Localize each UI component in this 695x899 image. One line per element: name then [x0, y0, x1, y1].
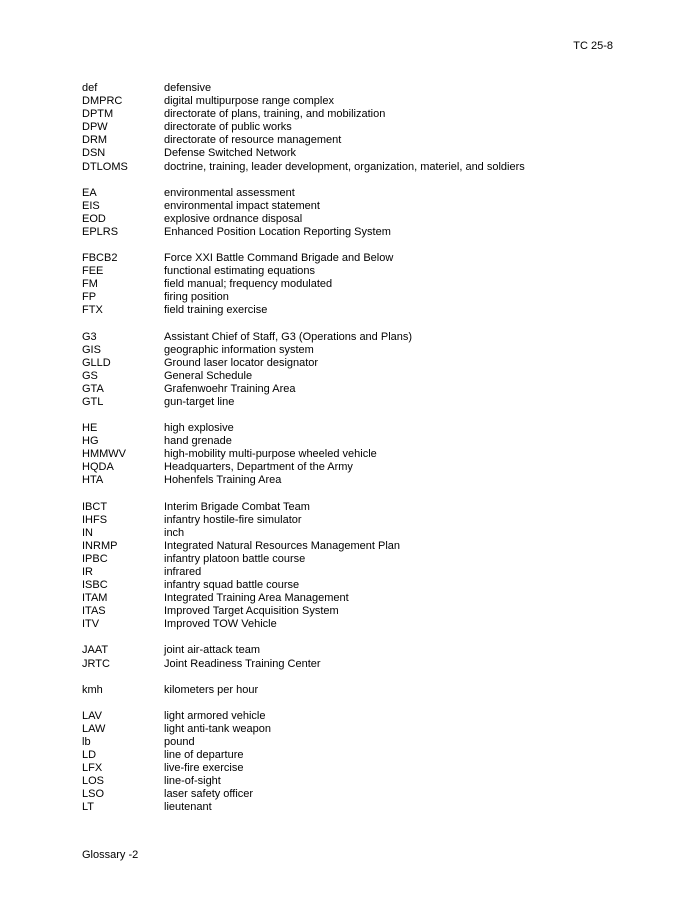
glossary-entry	[82, 684, 622, 697]
glossary-group	[82, 501, 622, 632]
glossary-definition: Defense Switched Network	[164, 147, 297, 160]
glossary-entry	[82, 147, 622, 160]
glossary-definition: Improved TOW Vehicle	[164, 618, 277, 631]
glossary-group	[82, 710, 622, 815]
glossary-entry	[82, 474, 622, 487]
glossary-term: LD	[82, 749, 97, 762]
glossary-entry	[82, 527, 622, 540]
glossary-entry	[82, 540, 622, 553]
glossary-term: ITV	[82, 618, 100, 631]
glossary-definition: lieutenant	[164, 801, 212, 814]
glossary-definition: Enhanced Position Location Reporting System	[164, 225, 391, 238]
glossary-term: DRM	[82, 134, 108, 147]
glossary-list	[82, 82, 622, 828]
glossary-entry	[82, 278, 622, 291]
glossary-entry	[82, 501, 622, 514]
glossary-definition: kilometers per hour	[164, 683, 259, 696]
glossary-entry	[82, 134, 622, 147]
glossary-term: GTL	[82, 395, 104, 408]
glossary-entry	[82, 161, 622, 174]
glossary-term: LSO	[82, 788, 105, 801]
glossary-entry	[82, 396, 622, 409]
glossary-entry	[82, 710, 622, 723]
glossary-entry	[82, 331, 622, 344]
page-header-doc-id: TC 25-8	[573, 40, 613, 52]
glossary-definition: Ground laser locator designator	[164, 356, 319, 369]
glossary-entry	[82, 801, 622, 814]
glossary-definition: Improved Target Acquisition System	[164, 605, 339, 618]
glossary-entry	[82, 435, 622, 448]
glossary-entry	[82, 618, 622, 631]
glossary-definition: infrared	[164, 566, 202, 578]
glossary-entry	[82, 357, 622, 370]
glossary-definition: environmental assessment	[164, 186, 295, 199]
glossary-definition: line-of-sight	[164, 775, 221, 788]
glossary-term: DTLOMS	[82, 160, 128, 173]
glossary-entry	[82, 226, 622, 239]
glossary-definition: General Schedule	[164, 369, 253, 382]
glossary-entry	[82, 553, 622, 566]
glossary-entry	[82, 344, 622, 357]
glossary-definition: firing position	[164, 291, 229, 304]
glossary-term: GLLD	[82, 356, 111, 369]
glossary-term: FBCB2	[82, 252, 118, 265]
glossary-entry	[82, 514, 622, 527]
glossary-term: lb	[82, 735, 91, 748]
glossary-definition: directorate of resource management	[164, 134, 342, 147]
glossary-term: HG	[82, 435, 99, 448]
glossary-definition: Force XXI Battle Command Brigade and Below	[164, 252, 394, 265]
glossary-term: GTA	[82, 382, 104, 395]
glossary-term: IBCT	[82, 500, 108, 513]
glossary-definition: field manual; frequency modulated	[164, 278, 333, 291]
glossary-term: HQDA	[82, 461, 114, 474]
glossary-definition: Integrated Training Area Management	[164, 592, 349, 605]
glossary-entry	[82, 422, 622, 435]
glossary-definition: Grafenwoehr Training Area	[164, 382, 296, 395]
glossary-term: EA	[82, 186, 97, 199]
glossary-definition: directorate of plans, training, and mobilization	[164, 108, 386, 121]
glossary-entry	[82, 95, 622, 108]
glossary-definition: laser safety officer	[164, 788, 254, 801]
glossary-term: IPBC	[82, 552, 108, 565]
glossary-entry	[82, 370, 622, 383]
glossary-definition: gun-target line	[164, 395, 235, 408]
glossary-definition: line of departure	[164, 749, 244, 762]
glossary-definition: directorate of public works	[164, 121, 292, 134]
glossary-term: LAW	[82, 722, 106, 735]
glossary-definition: infantry squad battle course	[164, 579, 300, 592]
glossary-group	[82, 187, 622, 239]
glossary-term: GS	[82, 369, 98, 382]
glossary-entry	[82, 749, 622, 762]
glossary-term: IHFS	[82, 513, 108, 526]
glossary-definition: Assistant Chief of Staff, G3 (Operations and Plans)	[164, 330, 413, 343]
glossary-definition: infantry platoon battle course	[164, 552, 306, 565]
glossary-term: HMMWV	[82, 448, 126, 461]
glossary-term: LT	[82, 801, 95, 814]
glossary-entry	[82, 82, 622, 95]
glossary-term: FM	[82, 278, 98, 291]
glossary-entry	[82, 108, 622, 121]
glossary-term: DPW	[82, 121, 108, 134]
glossary-definition: live-fire exercise	[164, 762, 244, 775]
glossary-group	[82, 644, 622, 670]
glossary-entry	[82, 605, 622, 618]
glossary-definition: explosive ordnance disposal	[164, 212, 303, 225]
glossary-definition: infantry hostile-fire simulator	[164, 513, 302, 526]
glossary-entry	[82, 304, 622, 317]
glossary-entry	[82, 213, 622, 226]
glossary-entry	[82, 383, 622, 396]
glossary-term: G3	[82, 330, 97, 343]
glossary-definition: Interim Brigade Combat Team	[164, 500, 310, 513]
glossary-entry	[82, 566, 622, 579]
glossary-entry	[82, 200, 622, 213]
glossary-term: IR	[82, 566, 93, 578]
glossary-term: FP	[82, 291, 97, 304]
glossary-term: JRTC	[82, 657, 110, 670]
glossary-definition: light anti-tank weapon	[164, 722, 272, 735]
glossary-definition: Headquarters, Department of the Army	[164, 461, 353, 474]
glossary-definition: Joint Readiness Training Center	[164, 657, 321, 670]
glossary-definition: hand grenade	[164, 435, 232, 448]
glossary-term: FEE	[82, 265, 104, 278]
glossary-entry	[82, 187, 622, 200]
glossary-term: def	[82, 82, 98, 94]
glossary-term: LOS	[82, 775, 105, 788]
glossary-entry	[82, 448, 622, 461]
glossary-definition: high-mobility multi-purpose wheeled vehicle	[164, 448, 377, 461]
glossary-term: JAAT	[82, 644, 109, 657]
glossary-definition: digital multipurpose range complex	[164, 95, 334, 108]
glossary-entry	[82, 592, 622, 605]
glossary-definition: light armored vehicle	[164, 709, 266, 722]
glossary-group	[82, 422, 622, 487]
glossary-term: EIS	[82, 199, 100, 212]
glossary-term: EOD	[82, 212, 106, 225]
glossary-term: LAV	[82, 709, 102, 722]
glossary-group	[82, 684, 622, 697]
glossary-entry	[82, 579, 622, 592]
glossary-definition: Hohenfels Training Area	[164, 474, 282, 487]
glossary-definition: pound	[164, 735, 195, 748]
glossary-term: ITAM	[82, 592, 108, 605]
glossary-term: HTA	[82, 474, 104, 487]
glossary-definition: doctrine, training, leader development, organization, materiel, and soldiers	[164, 160, 525, 173]
glossary-term: DPTM	[82, 108, 114, 121]
glossary-term: DSN	[82, 147, 106, 160]
glossary-term: ISBC	[82, 579, 108, 592]
glossary-definition: field training exercise	[164, 304, 268, 317]
glossary-entry	[82, 461, 622, 474]
glossary-entry	[82, 658, 622, 671]
glossary-definition: inch	[164, 526, 185, 539]
glossary-term: EPLRS	[82, 225, 119, 238]
glossary-term: GIS	[82, 343, 101, 356]
glossary-entry	[82, 121, 622, 134]
glossary-term: INRMP	[82, 539, 118, 552]
glossary-definition: environmental impact statement	[164, 199, 320, 212]
glossary-definition: defensive	[164, 82, 212, 94]
glossary-term: DMPRC	[82, 95, 123, 108]
glossary-group	[82, 82, 622, 174]
glossary-definition: geographic information system	[164, 343, 314, 356]
glossary-entry	[82, 736, 622, 749]
glossary-entry	[82, 775, 622, 788]
glossary-term: IN	[82, 526, 93, 539]
glossary-term: ITAS	[82, 605, 106, 618]
glossary-definition: joint air-attack team	[164, 644, 260, 657]
glossary-entry	[82, 762, 622, 775]
glossary-entry	[82, 723, 622, 736]
glossary-definition: Integrated Natural Resources Management Plan	[164, 539, 401, 552]
glossary-group	[82, 331, 622, 410]
glossary-definition: high explosive	[164, 422, 234, 435]
page-footer-label: Glossary -2	[82, 849, 139, 861]
glossary-entry	[82, 644, 622, 657]
glossary-entry	[82, 788, 622, 801]
glossary-term: LFX	[82, 762, 103, 775]
glossary-term: kmh	[82, 683, 103, 696]
glossary-term: HE	[82, 422, 98, 435]
glossary-definition: functional estimating equations	[164, 265, 316, 278]
glossary-entry	[82, 265, 622, 278]
glossary-group	[82, 252, 622, 317]
glossary-entry	[82, 252, 622, 265]
glossary-term: FTX	[82, 304, 103, 317]
glossary-entry	[82, 291, 622, 304]
